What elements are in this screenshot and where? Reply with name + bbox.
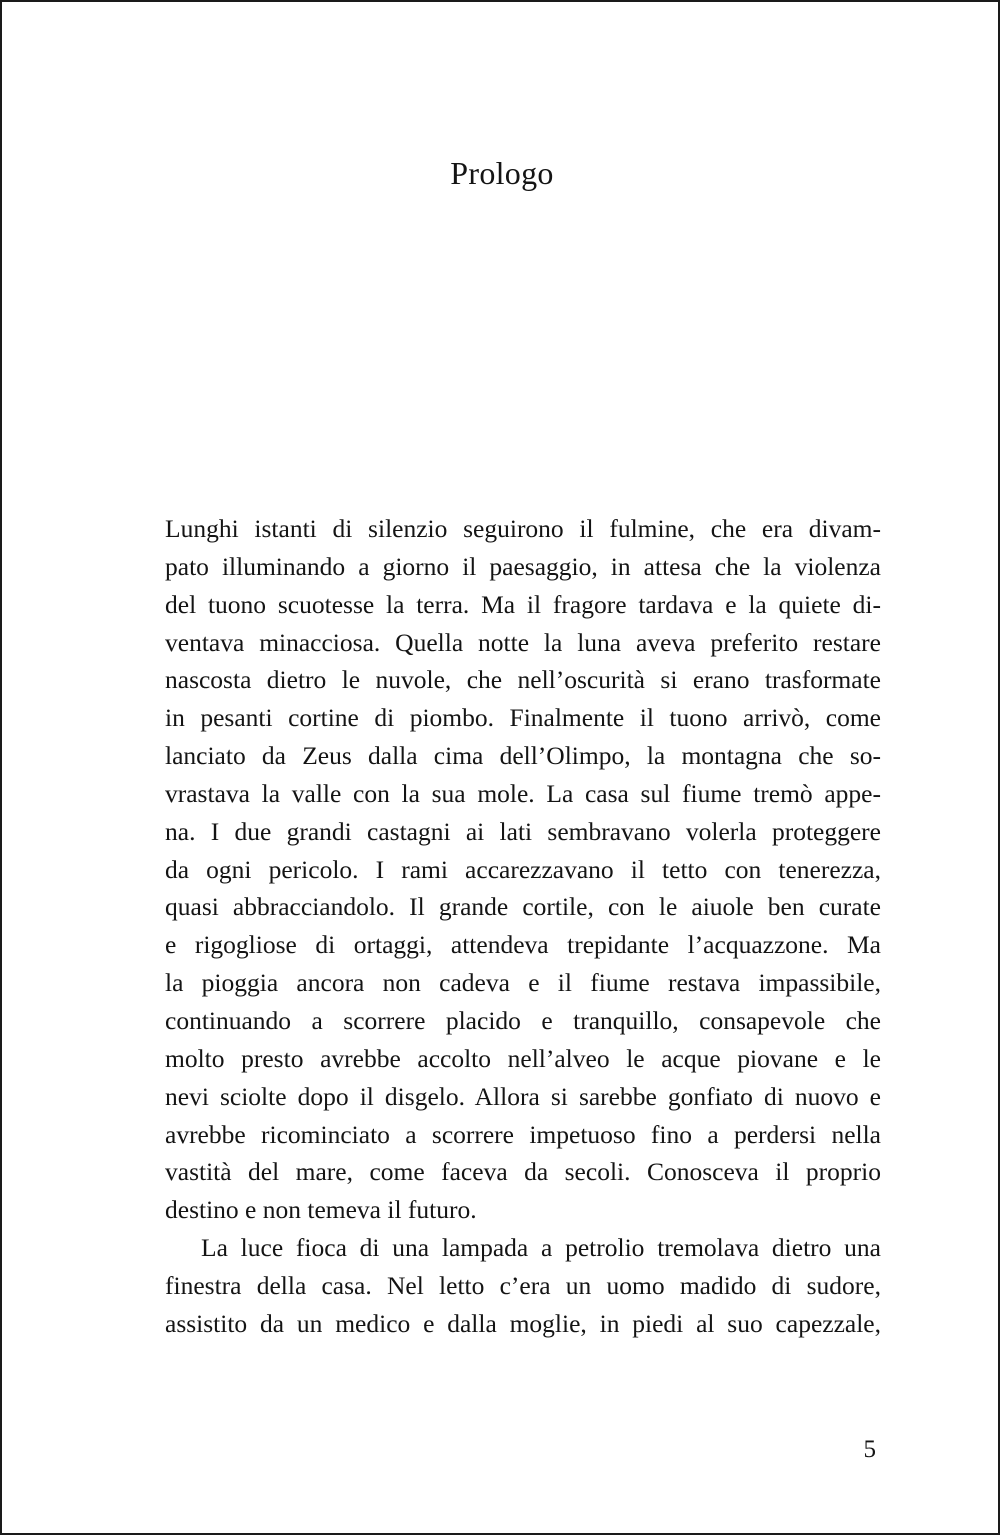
text-line: lanciato da Zeus dalla cima dell’Olimpo, la montagna che so- (165, 741, 881, 771)
text-line: la pioggia ancora non cadeva e il fiume restava impassibile, (165, 968, 881, 998)
text-line: in pesanti cortine di piombo. Finalmente il tuono arrivò, come (165, 703, 881, 733)
text-line: molto presto avrebbe accolto nell’alveo le acque piovane e le (165, 1043, 881, 1073)
text-line: pato illuminando a giorno il paesaggio, in attesa che la violenza (165, 551, 881, 581)
text-line: da ogni pericolo. I rami accarezzavano il tetto con tenerezza, (165, 854, 881, 884)
text-line: avrebbe ricominciato a scorrere impetuoso fino a perdersi nella (165, 1119, 881, 1149)
chapter-title: Prologo (450, 155, 554, 191)
text-line: vrastava la valle con la sua mole. La casa sul fiume tremò appe- (165, 778, 881, 808)
text-line: finestra della casa. Nel letto c’era un uomo madido di sudore, (165, 1270, 881, 1300)
text-line: nevi sciolte dopo il disgelo. Allora si sarebbe gonfiato di nuovo e (165, 1081, 881, 1111)
text-line: vastità del mare, come faceva da secoli. Conosceva il proprio (165, 1157, 881, 1187)
text-line: La luce fioca di una lampada a petrolio tremolava dietro una (201, 1233, 881, 1263)
text-line: del tuono scuotesse la terra. Ma il fragore tardava e la quiete di- (165, 589, 881, 619)
text-line: nascosta dietro le nuvole, che nell’oscurità si erano trasformate (165, 665, 881, 695)
body-text (165, 510, 881, 1343)
text-line: destino e non temeva il futuro. (165, 1195, 477, 1225)
text-line: Lunghi istanti di silenzio seguirono il fulmine, che era divam- (165, 514, 881, 543)
text-line: quasi abbracciandolo. Il grande cortile, con le aiuole ben curate (165, 892, 881, 922)
text-line: e rigogliose di ortaggi, attendeva trepidante l’acquazzone. Ma (165, 930, 881, 960)
text-line: ventava minacciosa. Quella notte la luna aveva preferito restare (165, 627, 881, 657)
page-number: 5 (863, 1436, 876, 1463)
text-line: assistito da un medico e dalla moglie, in piedi al suo capezzale, (165, 1308, 881, 1338)
text-line: na. I due grandi castagni ai lati sembravano volerla proteggere (165, 816, 881, 846)
text-line: continuando a scorrere placido e tranquillo, consapevole che (165, 1005, 881, 1035)
